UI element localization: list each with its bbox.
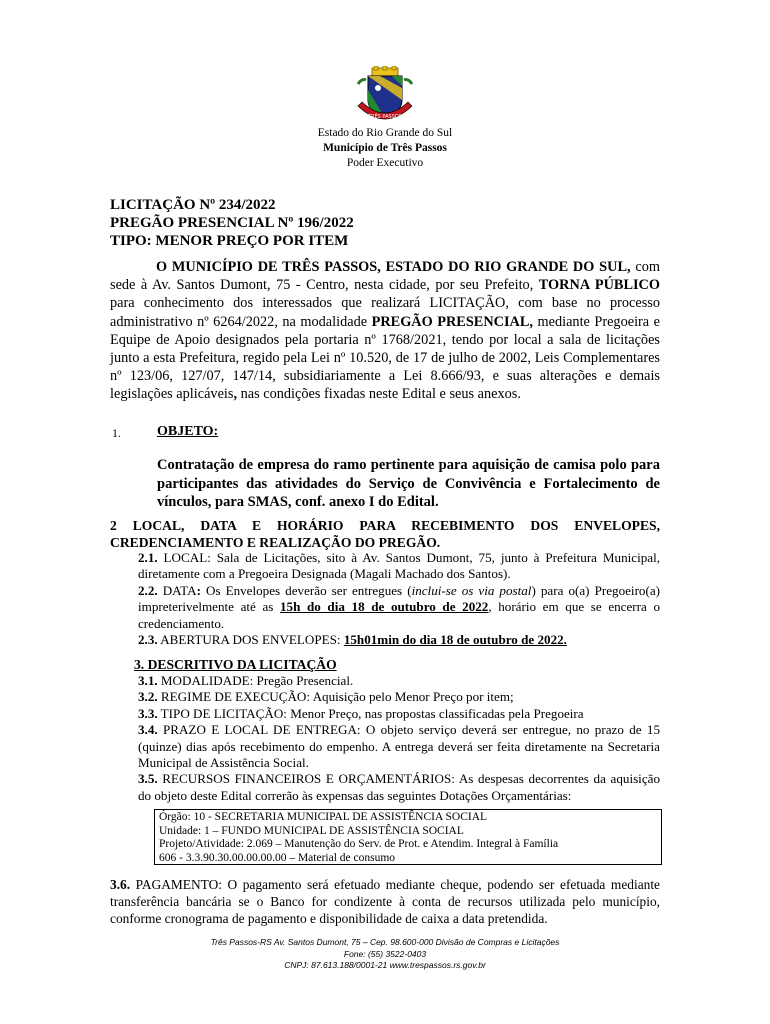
budget-orgao: Órgão: 10 - SECRETARIA MUNICIPAL DE ASSISTÊNCIA SOCIAL [159, 811, 488, 823]
section2-items [138, 550, 660, 648]
item-2-3 [138, 632, 660, 648]
section3-heading: 3. DESCRITIVO DA LICITAÇÃO [134, 657, 337, 672]
item-2-2-text-2: ) para o(a) Pregoeiro(a) impreterivelmente até as [138, 582, 661, 615]
letterhead [0, 126, 770, 171]
item-2-2-number: 2.2. [138, 582, 158, 598]
section2-heading: 2 LOCAL, DATA E HORÁRIO PARA RECEBIMENTO DOS ENVELOPES, CREDENCIAMENTO E REALIZAÇÃO DO PREGÃO. [110, 518, 660, 550]
item-2-1-text: LOCAL: Sala de Licitações, sito à Av. Santos Dumont, 75, junto à Prefeitura Municipal, diretamente com a Pregoeira Designada (Magali Machado dos Santos). [138, 550, 660, 582]
section3-items [138, 673, 660, 804]
item-2-2-deadline: 15h do dia 18 de outubro de 2022 [280, 599, 489, 615]
item-3-4 [138, 722, 660, 771]
item-3-3 [138, 706, 660, 722]
state-name: Estado do Rio Grande do Sul [317, 127, 453, 139]
item-3-1-number: 3.1. [138, 673, 158, 688]
item-2-1 [138, 550, 660, 583]
item-3-5-text: RECURSOS FINANCEIROS E ORÇAMENTÁRIOS: As despesas decorrentes da aquisição do objeto deste Edital correrão às expensas das seguintes Dotações Orçamentárias: [138, 771, 660, 803]
item-3-5 [138, 771, 660, 804]
item-3-6-text: PAGAMENTO: O pagamento será efetuado mediante cheque, podendo ser efetuada mediante transferência bancária se o Banco for condizente à conta de recursos utilizada pelo município, conforme cronograma de pagamento e disponibilidade de caixa a data pretendida. [110, 877, 660, 926]
municipality-name: Município de Três Passos [323, 142, 447, 154]
item-2-3-text: ABERTURA DOS ENVELOPES: [157, 632, 344, 648]
title-licitacao: LICITAÇÃO Nº 234/2022 [110, 197, 276, 213]
object-description: Contratação de empresa do ramo pertinente para aquisição de camisa polo para participantes das atividades do Serviço de Convivência e Fortalecimento de vínculos, para SMAS, conf. anexo I do Edital. [157, 457, 660, 510]
item-3-2-text: REGIME DE EXECUÇÃO: Aquisição pelo Menor Preço por item; [157, 689, 514, 705]
intro-text-3: mediante Pregoeira e Equipe de Apoio designados pela portaria nº 1768/2021, tendo por local a sala de licitações junto a esta Prefeitura, regido pela Lei nº 10.520, de 17 de julho de 2002, Leis Complementares nº 123/06, 127/07, 147/14, subsidiariamente a Lei 8.666/93, e suas alterações e demais legislações aplicáveis [110, 313, 661, 403]
footer-address: Três Passos-RS Av. Santos Dumont, 75 – Cep. 98.600-000 Divisão de Compras e Licitações [210, 937, 560, 947]
budget-elemento: 606 - 3.3.90.30.00.00.00.00 – Material de consumo [159, 851, 396, 864]
item-2-1-number: 2.1. [138, 550, 158, 565]
item-3-4-text: PRAZO E LOCAL DE ENTREGA: O objeto serviço deverá ser entregue, no prazo de 15 (quinze) dias após recebimento do empenho. A entrega deverá ser feita diretamente na Secretaria Municipal de Assistência Social. [138, 722, 660, 771]
item-2-2-label: DATA [157, 582, 197, 598]
document-titles [110, 196, 354, 250]
item-3-6 [110, 876, 660, 927]
item-3-5-number: 3.5. [138, 771, 158, 787]
intro-bold-2: TORNA PÚBLICO [538, 277, 660, 294]
section1-number: 1. [112, 426, 121, 440]
item-3-4-number: 3.4. [138, 722, 158, 738]
intro-text-2: para conhecimento dos interessados que realizará LICITAÇÃO, com base no processo administrativo nº 6264/2022, na modalidade [110, 295, 660, 330]
item-2-2-text-3: , horário em que se encerra o credenciamento. [138, 599, 660, 631]
budget-projeto: Projeto/Atividade: 2.069 – Manutenção do Serv. de Prot. e Atendim. Integral à Família [159, 838, 559, 851]
item-3-3-text: TIPO DE LICITAÇÃO: Menor Preço, nas propostas classificadas pela Pregoeira [157, 705, 584, 721]
section1-title: OBJETO: [157, 424, 219, 439]
intro-bold-4: , [233, 386, 238, 403]
item-3-2-number: 3.2. [138, 689, 158, 705]
item-2-2-text-1: Os Envelopes deverão ser entregues ( [200, 582, 412, 598]
title-tipo: TIPO: MENOR PREÇO POR ITEM [110, 233, 349, 249]
item-2-2-italic: inclui-se os via postal [411, 582, 532, 598]
budget-allocation-box [154, 809, 662, 865]
municipal-crest-icon [352, 66, 418, 128]
budget-unidade: Unidade: 1 – FUNDO MUNICIPAL DE ASSISTÊNCIA SOCIAL [159, 824, 464, 837]
item-2-2 [138, 583, 660, 632]
intro-text-4: nas condições fixadas neste Edital e seus anexos. [237, 386, 521, 403]
intro-bold-3: PREGÃO PRESENCIAL, [371, 313, 533, 330]
item-2-3-date: 15h01min do dia 18 de outubro de 2022. [343, 632, 567, 648]
branch-name: Poder Executivo [346, 157, 424, 169]
footer-cnpj: CNPJ: 87.613.188/0001-21 www.trespassos.rs.gov.br [284, 960, 486, 970]
intro-bold-lead: O MUNICÍPIO DE TRÊS PASSOS, ESTADO DO RIO GRANDE DO SUL, [156, 259, 631, 275]
footer-phone: Fone: (55) 3522-0403 [343, 948, 427, 959]
item-3-3-number: 3.3. [138, 705, 158, 721]
item-2-3-number: 2.3. [138, 632, 158, 648]
item-2-2-colon: : [196, 582, 201, 598]
item-3-2 [138, 689, 660, 705]
crest-motto: TRÊS PASSOS [367, 114, 403, 120]
item-3-1 [138, 673, 660, 689]
intro-paragraph [110, 258, 660, 404]
title-pregao: PREGÃO PRESENCIAL Nº 196/2022 [110, 215, 354, 231]
item-3-1-text: MODALIDADE: Pregão Presencial. [157, 673, 354, 688]
item-3-6-number: 3.6. [110, 877, 131, 892]
intro-text-1: com sede à Av. Santos Dumont, 75 - Centro, nesta cidade, por seu Prefeito, [110, 259, 660, 294]
page-footer [0, 937, 770, 972]
